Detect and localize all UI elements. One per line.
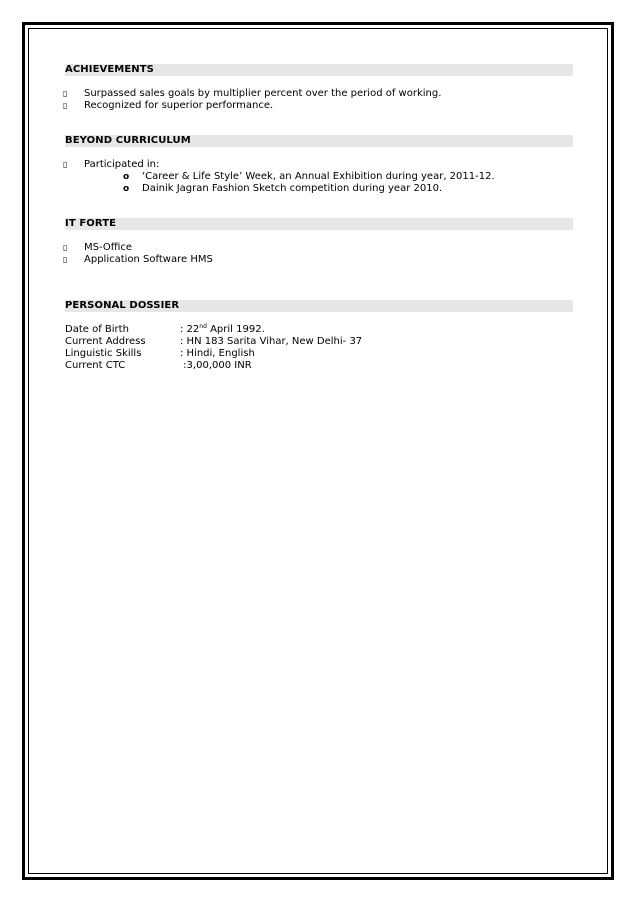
bullet-icon: ▯ [63, 101, 68, 110]
address-label: Current Address [65, 336, 146, 347]
resume-content [65, 64, 573, 372]
list-item: ▯ MS-Office [63, 242, 133, 253]
list-item: ▯ Participated in: [63, 159, 160, 170]
bullet-icon: ▯ [63, 255, 68, 264]
achievements-list [65, 88, 573, 112]
table-row [65, 348, 362, 360]
bullet-icon: ▯ [63, 160, 68, 169]
achievements-heading: ACHIEVEMENTS [65, 64, 573, 76]
list-item: o Dainik Jagran Fashion Sketch competition during year 2010. [123, 183, 443, 194]
it-forte-list [65, 242, 573, 266]
bullet-icon: ▯ [63, 243, 68, 252]
list-item: ▯ Surpassed sales goals by multiplier percent over the period of working. [63, 88, 442, 99]
address-value: : HN 183 Sarita Vihar, New Delhi- 37 [180, 336, 363, 347]
table-row [65, 360, 362, 372]
languages-value: : Hindi, English [180, 348, 255, 359]
beyond-curriculum-section [65, 135, 573, 195]
beyond-curriculum-heading: BEYOND CURRICULUM [65, 135, 573, 147]
languages-label: Linguistic Skills [65, 348, 142, 359]
beyond-curriculum-sublist [65, 171, 573, 195]
personal-dossier-table [65, 324, 362, 372]
ctc-value: :3,00,000 INR [180, 360, 252, 371]
list-item: o ‘Career & Life Style’ Week, an Annual Exhibition during year, 2011-12. [123, 171, 495, 182]
list-item: ▯ Application Software HMS [63, 254, 213, 265]
personal-dossier-heading: PERSONAL DOSSIER [65, 300, 573, 312]
ctc-label: Current CTC [65, 360, 126, 371]
list-item: ▯ Recognized for superior performance. [63, 100, 274, 111]
beyond-curriculum-list [65, 159, 573, 171]
achievements-section [65, 64, 573, 112]
table-row [65, 336, 362, 348]
bullet-icon: ▯ [63, 89, 68, 98]
sub-bullet-icon: o [123, 184, 130, 194]
table-row [65, 324, 362, 336]
dob-value: : 22nd April 1992. [180, 323, 265, 335]
dob-label: Date of Birth [65, 324, 129, 335]
it-forte-heading: IT FORTE [65, 218, 573, 230]
sub-bullet-icon: o [123, 172, 130, 182]
it-forte-section [65, 218, 573, 266]
personal-dossier-section [65, 300, 573, 372]
